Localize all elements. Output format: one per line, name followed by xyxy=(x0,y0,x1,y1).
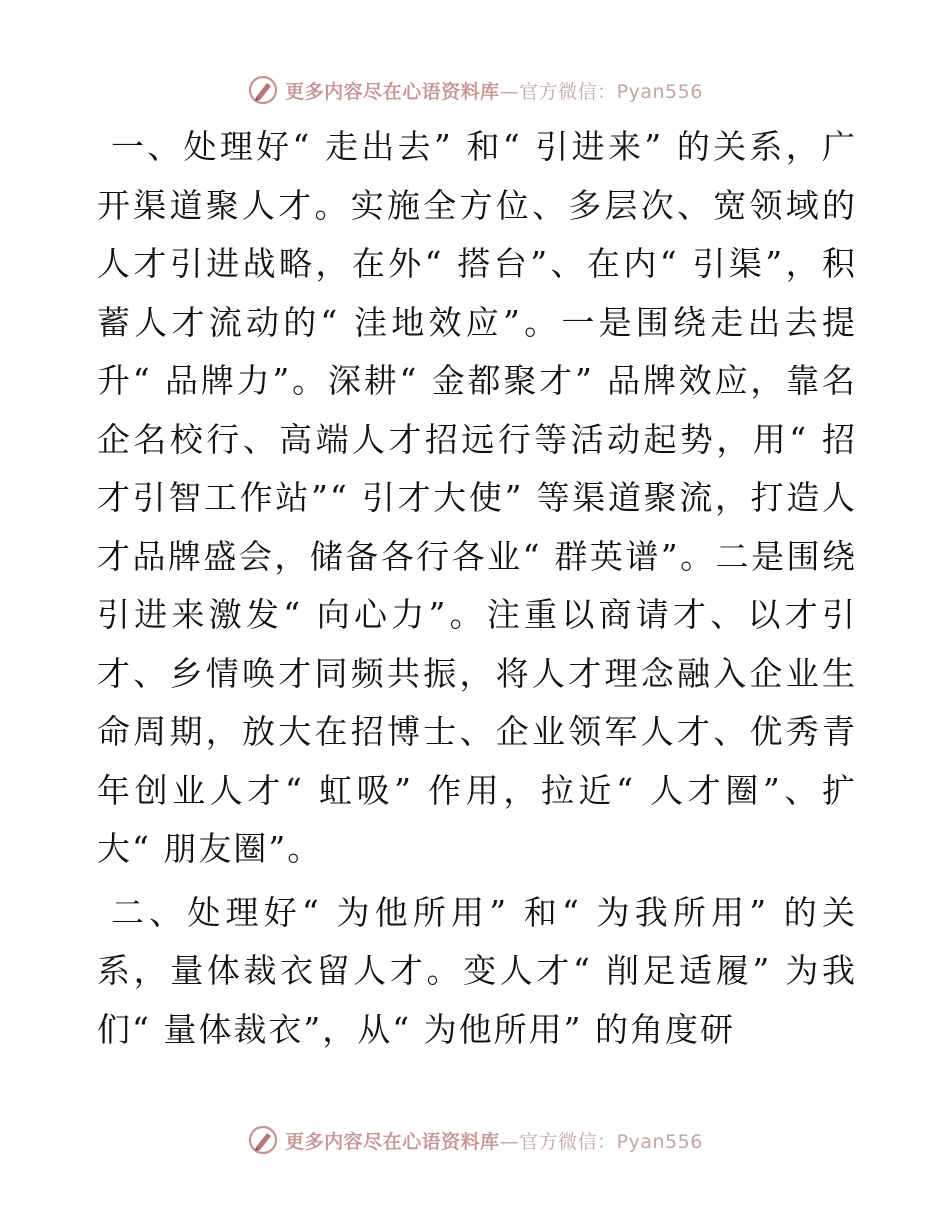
pen-nib-circle-icon xyxy=(247,1124,279,1156)
paragraph-2: 二、处理好“ 为他所用” 和“ 为我所用” 的关系，量体裁衣留人才。变人才“ 削足适履” 为我们“ 量体裁衣”，从“ 为他所用” 的角度研 xyxy=(97,892,857,1049)
header-watermark xyxy=(0,70,950,110)
paragraph-1: 一、处理好“ 走出去” 和“ 引进来” 的关系，广开渠道聚人才。实施全方位、多层次、宽领域的人才引进战略，在外“ 搭台”、在内“ 引渠”，积蓄人才流动的“ 洼地效应”。一是围绕走出去提升“ 品牌力”。深耕“ 金都聚才” 品牌效应，靠名企名校行、高端人才招远行等活动起势，用“ 招才引智工作站”“ 引才大使” 等渠道聚流，打造人才品牌盛会，储备各行各业“ 群英谱”。二是围绕引进来激发“ 向心力”。注重以商请才、以才引才、乡情唤才同频共振，将人才理念融入企业生命周期，放大在招博士、企业领军人才、优秀青年创业人才“ 虹吸” 作用，拉近“ 人才圈”、扩大“ 朋友圈”。 xyxy=(97,127,857,868)
watermark-text xyxy=(285,77,703,104)
watermark-brand: 更多内容尽在心语资料库 xyxy=(285,80,500,103)
watermark-brand: 更多内容尽在心语资料库 xyxy=(285,1130,500,1153)
watermark-contact: —官方微信：Pyan556 xyxy=(499,1130,703,1153)
watermark-contact: —官方微信：Pyan556 xyxy=(499,80,703,103)
watermark-text xyxy=(285,1127,703,1154)
footer-watermark xyxy=(0,1120,950,1160)
document-body xyxy=(97,118,857,1059)
pen-nib-circle-icon xyxy=(247,74,279,106)
